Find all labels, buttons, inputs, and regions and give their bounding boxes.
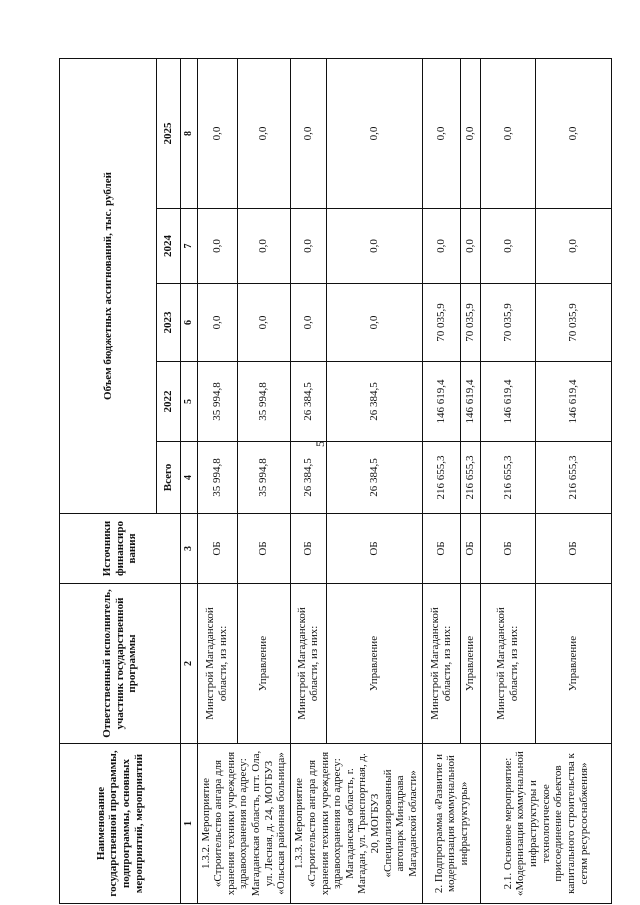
value-2022: 26 384,5 — [290, 362, 326, 442]
value-2025: 0,0 — [460, 58, 480, 208]
table-row — [480, 58, 535, 903]
table-row — [422, 58, 460, 903]
value-2022: 26 384,5 — [326, 362, 422, 442]
value-2023: 0,0 — [197, 284, 237, 362]
value-2024: 0,0 — [535, 209, 611, 284]
column-number: 2 — [181, 584, 198, 744]
header-year-2023: 2023 — [157, 284, 181, 362]
value-2025: 0,0 — [290, 58, 326, 208]
executor-cell: Управление — [326, 584, 422, 744]
column-number: 7 — [181, 209, 198, 284]
value-2023: 70 035,9 — [535, 284, 611, 362]
value-2023: 0,0 — [326, 284, 422, 362]
value-2022: 146 619,4 — [535, 362, 611, 442]
value-2022: 146 619,4 — [480, 362, 535, 442]
executor-cell: Минстрой Магаданской области, из них: — [480, 584, 535, 744]
header-executor: Ответственный исполнитель, участник государственной программы — [60, 584, 181, 744]
value-2025: 0,0 — [237, 58, 290, 208]
value-total: 216 655,3 — [460, 442, 480, 514]
column-number: 1 — [181, 744, 198, 904]
value-2022: 146 619,4 — [422, 362, 460, 442]
value-2022: 35 994,8 — [197, 362, 237, 442]
value-2024: 0,0 — [326, 209, 422, 284]
value-2025: 0,0 — [326, 58, 422, 208]
value-2025: 0,0 — [197, 58, 237, 208]
header-year-2022: 2022 — [157, 362, 181, 442]
source-cell: ОБ — [237, 514, 290, 584]
source-cell: ОБ — [197, 514, 237, 584]
value-total: 26 384,5 — [290, 442, 326, 514]
table-row — [290, 58, 326, 903]
value-2023: 70 035,9 — [480, 284, 535, 362]
header-year-2024: 2024 — [157, 209, 181, 284]
value-2025: 0,0 — [422, 58, 460, 208]
page-number: 5 — [313, 441, 327, 447]
measure-name: 1.3.2. Мероприятие «Строительство ангара для хранения техники учреждения здравоохранения по адресу: Магаданская область, пгт. Ола, ул. Лесная, д. 24, МОГБУЗ «Ольская районная больница» — [197, 744, 290, 904]
source-cell: ОБ — [422, 514, 460, 584]
column-number: 4 — [181, 442, 198, 514]
value-total: 35 994,8 — [237, 442, 290, 514]
source-cell: ОБ — [326, 514, 422, 584]
value-2022: 146 619,4 — [460, 362, 480, 442]
rotated-table-container — [59, 59, 605, 904]
header-total: Всего — [157, 442, 181, 514]
value-2025: 0,0 — [535, 58, 611, 208]
value-total: 216 655,3 — [480, 442, 535, 514]
value-2024: 0,0 — [480, 209, 535, 284]
measure-name: 1.3.3. Мероприятие «Строительство ангара для хранения техники учреждения здравоохранения по адресу: Магаданская область, г. Магадан, ул. Транспортная, д. 20, МОГБУЗ «Специализированный автопарк Минздрава Магаданской области» — [290, 744, 422, 904]
source-cell: ОБ — [535, 514, 611, 584]
value-2024: 0,0 — [460, 209, 480, 284]
value-2024: 0,0 — [197, 209, 237, 284]
executor-cell: Управление — [535, 584, 611, 744]
source-cell: ОБ — [460, 514, 480, 584]
column-number: 6 — [181, 284, 198, 362]
executor-cell: Минстрой Магаданской области, из них: — [197, 584, 237, 744]
value-2024: 0,0 — [237, 209, 290, 284]
value-total: 216 655,3 — [422, 442, 460, 514]
value-2024: 0,0 — [422, 209, 460, 284]
executor-cell: Минстрой Магаданской области, из них: — [290, 584, 326, 744]
source-cell: ОБ — [480, 514, 535, 584]
executor-cell: Управление — [237, 584, 290, 744]
measure-name: 2.1. Основное мероприятие: «Модернизация коммунальной инфраструктуры и технологическое присоединение объектов капитального строительства к сетям ресурсоснабжения» — [480, 744, 611, 904]
header-name: Наименование государственной программы, подпрограммы, основных мероприятий, мероприятий — [60, 744, 181, 904]
value-2023: 0,0 — [237, 284, 290, 362]
executor-cell: Минстрой Магаданской области, из них: — [422, 584, 460, 744]
value-2022: 35 994,8 — [237, 362, 290, 442]
executor-cell: Управление — [460, 584, 480, 744]
source-cell: ОБ — [290, 514, 326, 584]
header-volume: Объем бюджетных ассигнований, тыс. рублей — [60, 58, 157, 513]
table-row — [197, 58, 237, 903]
value-total: 26 384,5 — [326, 442, 422, 514]
value-2023: 70 035,9 — [422, 284, 460, 362]
column-number: 8 — [181, 58, 198, 208]
column-number: 5 — [181, 362, 198, 442]
value-2023: 70 035,9 — [460, 284, 480, 362]
budget-table — [59, 58, 612, 904]
header-source: Источники финансиро вания — [60, 514, 181, 584]
value-total: 35 994,8 — [197, 442, 237, 514]
value-2024: 0,0 — [290, 209, 326, 284]
header-year-2025: 2025 — [157, 58, 181, 208]
value-2023: 0,0 — [290, 284, 326, 362]
column-number: 3 — [181, 514, 198, 584]
value-2025: 0,0 — [480, 58, 535, 208]
subprogram-name: 2. Подпрограмма «Развитие и модернизация коммунальной инфраструктуры» — [422, 744, 480, 904]
value-total: 216 655,3 — [535, 442, 611, 514]
